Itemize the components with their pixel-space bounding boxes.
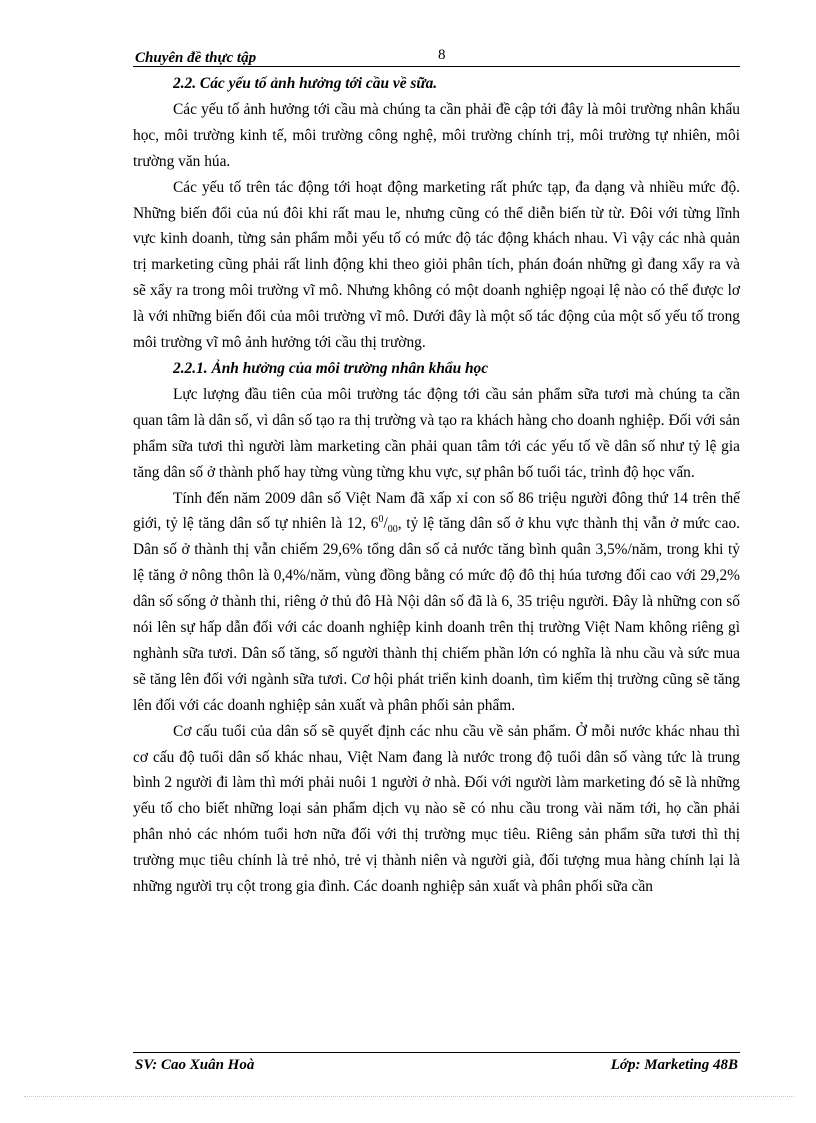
- paragraph-population: [133, 486, 740, 719]
- subscript: 00: [387, 524, 398, 536]
- paragraph-text: , tỷ lệ tăng dân số ở khu vực thành thị vẫn ở mức cao. Dân số ở thành thị vẫn chiếm 29,6% tổng dân số cả nước tăng bình quân 3,5%/năm, trong khi tỷ lệ tăng ở nông thôn là 0,4%/năm, vùng đồng bằng có mức độ đô thị húa tương đối cao với 29,2% dân số sống ở thành thi, riêng ở thủ đô Hà Nội dân số đã là 6, 35 triệu người. Đây là những con số nói lên sự hấp dẫn đối với các doanh nghiệp kinh doanh trên thị trường Việt Nam không riêng gì nghành sữa tươi. Dân số tăng, số người thành thị chiếm phần lớn có nghĩa là nhu cầu và sức mua sẽ tăng lên đối với ngành sữa tươi. Cơ hội phát triển kinh doanh, tìm kiếm thị trường cũng sẽ tăng lên đối với các doanh nghiệp sản xuất và phân phối sản phẩm.: [133, 515, 740, 714]
- paragraph: Lực lượng đầu tiên của môi trường tác động tới cầu sản phẩm sữa tươi mà chúng ta cần quan tâm là dân số, vì dân số tạo ra thị trường và tạo ra khách hàng cho doanh nghiệp. Đối với sản phẩm sữa tươi thì người làm marketing cần phải quan tâm tới các yếu tố về dân số như tỷ lệ gia tăng dân số ở thành phố hay từng vùng từng khu vực, sự phân bố tuổi tác, trình độ học vấn.: [133, 385, 740, 481]
- document-body: [133, 67, 740, 900]
- footer-student: SV: Cao Xuân Hoà: [135, 1057, 255, 1073]
- section-heading-2-2: 2.2. Các yếu tố ảnh hưởng tới cầu về sữa.: [173, 75, 438, 92]
- paragraph: Các yếu tố trên tác động tới hoạt động marketing rất phức tạp, đa dạng và nhiều mức độ. Những biến đổi của nú đôi khi rất mau le, nhưng cũng có thể diễn biến từ từ. Đôi với từng lĩnh vực kinh doanh, từng sản phẩm mỗi yếu tố có mức độ tác động khách nhau. Vì vậy các nhà quản trị marketing cũng phải rất linh động khi theo giỏi phân tích, phán đoán những gì đang xẩy ra và sẽ xẩy ra trong môi trường vĩ mô. Nhưng không có một doanh nghiệp ngoại lệ nào có thể được lơ là với những biến đổi của môi trường vĩ mô. Dưới đây là một số tác động của một số yếu tố trong môi trường vĩ mô ảnh hưởng tới cầu thị trường.: [133, 178, 740, 352]
- slash: /: [383, 515, 388, 533]
- page-header: [133, 44, 740, 67]
- paragraph: Các yếu tố ảnh hưởng tới cầu mà chúng ta cần phải đề cập tới đây là môi trường nhân khẩu học, môi trường kinh tế, môi trường công nghệ, môi trường chính trị, môi trường tự nhiên, môi trường văn húa.: [133, 100, 740, 170]
- superscript: 0: [378, 514, 384, 526]
- document-page: [133, 44, 740, 1084]
- section-heading-2-2-1: 2.2.1. Ảnh hưởng của môi trường nhân khẩu học: [173, 359, 489, 377]
- page-number: 8: [438, 47, 446, 63]
- footer-class: Lớp: Marketing 48B: [610, 1057, 738, 1073]
- page-footer: [133, 1052, 740, 1077]
- page-break-line: [24, 1096, 794, 1097]
- paragraph: Cơ cấu tuổi của dân số sẽ quyết định các nhu cầu về sản phẩm. Ở mỗi nước khác nhau thì cơ cấu độ tuổi dân số khác nhau, Việt Nam đang là nước trong độ tuổi dân số vàng tức là trung bình 2 người đi làm thì mới phải nuôi 1 người ở nhà. Đối với người làm marketing đó sẽ là những yếu tố cho biết những loại sản phẩm dịch vụ nào sẽ có nhu cầu trong vài năm tới, họ cần phải phân nhỏ các nhóm tuổi hơn nữa đối với thị trường mục tiêu. Riêng sản phẩm sữa tươi thì thị trường mục tiêu chính là trẻ nhỏ, trẻ vị thành niên và người già, đối tượng mua hàng chính lại là những người trụ cột trong gia đình. Các doanh nghiệp sản xuất và phân phối sữa cần: [133, 722, 740, 896]
- header-title: Chuyên đề thực tập: [135, 50, 257, 66]
- paragraph-text: Tính đến năm 2009 dân số Việt Nam đã xấp xỉ con số 86 triệu người đông thứ 14 trên thế giới, tỷ lệ tăng dân số tự nhiên là 12, 6: [133, 489, 740, 533]
